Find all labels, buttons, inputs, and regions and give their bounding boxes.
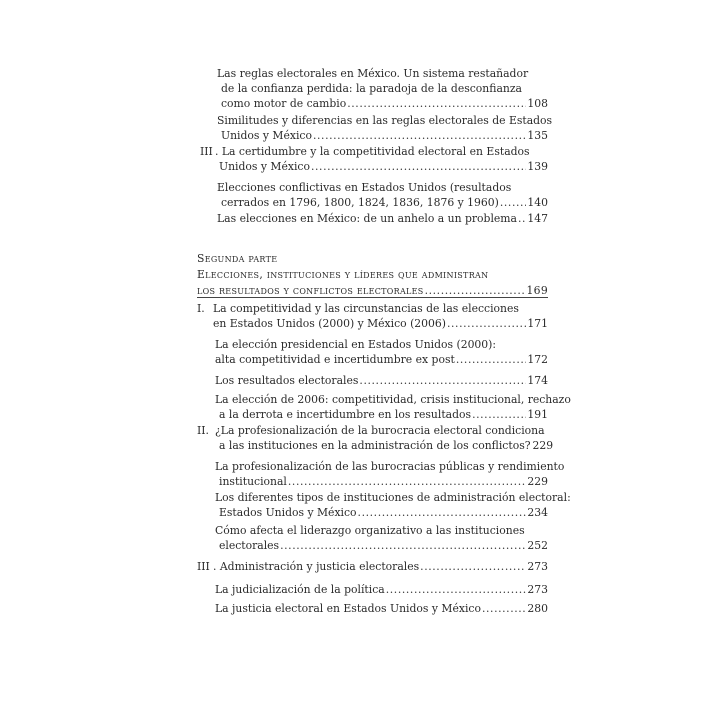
dot-leader	[456, 352, 527, 367]
toc-entry-line[interactable]	[215, 601, 548, 616]
toc-entry-text: La elección presidencial en Estados Unidos (2000):	[215, 338, 497, 351]
part-title-line[interactable]	[197, 283, 548, 298]
dot-leader	[425, 283, 526, 298]
toc-entry-text: La judicialización de la política	[215, 583, 385, 596]
toc-entry-text: como motor de cambio	[221, 97, 347, 110]
toc-entry-text: . Administración y justicia electorales	[213, 560, 420, 573]
toc-entry-text: en Estados Unidos (2000) y México (2006)	[213, 317, 446, 330]
toc-entry-text: a las instituciones en la administración de los conflictos?	[219, 439, 531, 452]
chapter-number: III	[200, 145, 213, 158]
toc-entry-text: La competitividad y las circunstancias de las elecciones	[213, 302, 519, 315]
page-number: 229	[527, 475, 548, 488]
toc-entry-line[interactable]	[221, 195, 548, 210]
toc-entry-line[interactable]	[219, 159, 548, 174]
toc-entry-text: electorales	[219, 539, 280, 552]
dot-leader	[313, 128, 526, 143]
toc-entry-text: La profesionalización de las burocracias públicas y rendimiento	[215, 460, 565, 473]
dot-leader	[518, 211, 526, 226]
page-number: 135	[527, 129, 548, 142]
toc-entry-text: ¿La profesionalización de la burocracia electoral condiciona	[215, 424, 545, 437]
dot-leader	[288, 474, 527, 489]
part-title: Elecciones, instituciones y líderes que administran	[197, 268, 489, 281]
toc-entry-line[interactable]	[221, 96, 548, 111]
toc-entry-line[interactable]	[219, 538, 548, 553]
toc-entry-text: La elección de 2006: competitividad, crisis institucional, rechazo	[215, 393, 571, 406]
toc-entry-text: Unidos y México	[221, 129, 312, 142]
dot-leader	[386, 582, 527, 597]
toc-entry-text: Estados Unidos y México	[219, 506, 357, 519]
page-number: 280	[527, 602, 548, 615]
page-number: 172	[527, 353, 548, 366]
toc-entry-line[interactable]	[219, 505, 548, 520]
chapter-number: III	[197, 560, 210, 573]
toc-entry-text: Los resultados electorales	[215, 374, 359, 387]
toc-entry-line[interactable]	[217, 211, 548, 226]
dot-leader	[280, 538, 526, 553]
dot-leader	[347, 96, 526, 111]
toc-entry-line[interactable]	[221, 128, 548, 143]
toc-entry-text: a la derrota e incertidumbre en los resultados	[219, 408, 472, 421]
toc-entry-line[interactable]	[215, 373, 548, 388]
toc-entry-text: Los diferentes tipos de instituciones de administración electoral:	[215, 491, 571, 504]
toc-entry-text: Las elecciones en México: de un anhelo a un problema	[217, 212, 517, 225]
toc-entry-text: Similitudes y diferencias en las reglas electorales de Estados	[217, 114, 553, 127]
dot-leader	[472, 407, 526, 422]
toc-entry-line[interactable]	[213, 559, 548, 574]
page-number: 273	[527, 560, 548, 573]
part-title: los resultados y conflictos electorales	[197, 284, 424, 297]
toc-entry-text: de la confianza perdida: la paradoja de la desconfianza	[221, 82, 522, 95]
chapter-number: II.	[197, 424, 209, 437]
page-number: 108	[527, 97, 548, 110]
toc-entry-text: alta competitividad e incertidumbre ex post	[215, 353, 455, 366]
page-number: 139	[527, 160, 548, 173]
toc-entry-text: Elecciones conflictivas en Estados Unidos (resultados	[217, 181, 512, 194]
toc-entry-text: institucional	[219, 475, 287, 488]
page-number: 147	[527, 212, 548, 225]
toc-entry-line[interactable]	[219, 438, 554, 453]
page-number: 169	[526, 284, 548, 297]
page-number: 229	[532, 439, 554, 452]
chapter-number: I.	[197, 302, 205, 315]
page-number: 234	[527, 506, 548, 519]
toc-entry-text: Unidos y México	[219, 160, 310, 173]
toc-entry-line[interactable]	[213, 316, 548, 331]
page-number: 174	[527, 374, 548, 387]
dot-leader	[358, 505, 527, 520]
page-number: 252	[527, 539, 548, 552]
page-number: 140	[527, 196, 548, 209]
toc-entry-line[interactable]	[219, 474, 548, 489]
toc-entry-line[interactable]	[219, 407, 548, 422]
toc-entry-text: Las reglas electorales en México. Un sistema restañador	[217, 67, 529, 80]
part-label: Segunda parte	[197, 252, 278, 265]
page-number: 171	[527, 317, 548, 330]
divider	[197, 297, 548, 298]
dot-leader	[500, 195, 527, 210]
toc-entry-text: La justicia electoral en Estados Unidos y México	[215, 602, 481, 615]
page-number: 191	[527, 408, 548, 421]
toc-entry-text: cerrados en 1796, 1800, 1824, 1836, 1876 y 1960)	[221, 196, 499, 209]
toc-entry-text: . La certidumbre y la competitividad electoral en Estados	[215, 145, 530, 158]
toc-entry-line[interactable]	[215, 582, 548, 597]
dot-leader	[359, 373, 526, 388]
toc-entry-line[interactable]	[215, 352, 548, 367]
dot-leader	[447, 316, 526, 331]
page-number: 273	[527, 583, 548, 596]
dot-leader	[311, 159, 526, 174]
toc-entry-text: Cómo afecta el liderazgo organizativo a las instituciones	[215, 524, 525, 537]
dot-leader	[420, 559, 526, 574]
dot-leader	[482, 601, 526, 616]
